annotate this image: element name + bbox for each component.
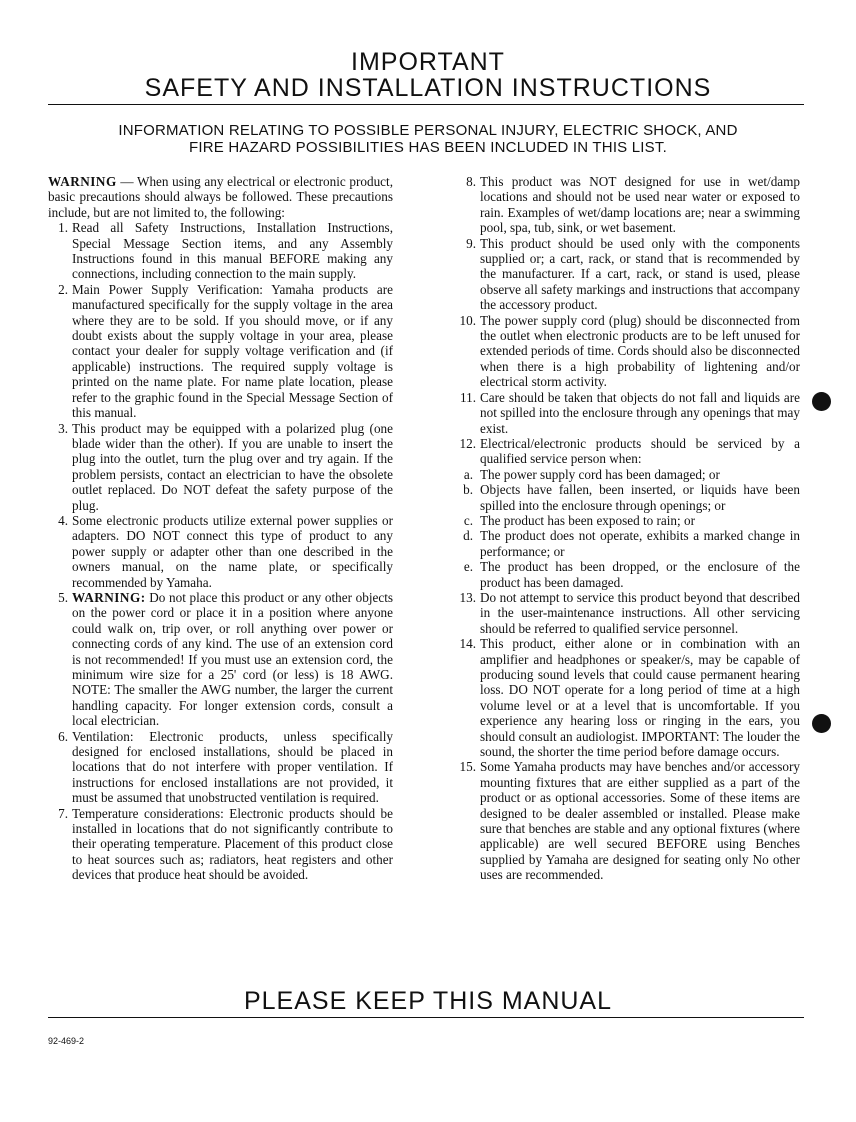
list-item: 3. This product may be equipped with a polarized plug (one blade wider than the other). If you are unable to insert the plug into the outlet, turn the plug over and try again. If the problem persists, contact an electrician to have the obsolete outlet replaced. Do NOT defeat the safety purpose of the plug. [58, 420, 393, 513]
binder-hole-mark [812, 714, 831, 733]
subtitle-line-1: INFORMATION RELATING TO POSSIBLE PERSONAL INJURY, ELECTRIC SHOCK, AND [118, 122, 738, 139]
page-title-line-2: SAFETY AND INSTALLATION INSTRUCTIONS [144, 74, 712, 102]
page-title-line-1: IMPORTANT [351, 48, 505, 76]
list-item: 10. The power supply cord (plug) should be disconnected from the outlet when electronic products are to be left unused for extended periods of time. Cords should also be disconnected when there is a high probability of lightening and/or electrical storm activity. [459, 312, 800, 390]
list-item: 14. This product, either alone or in combination with an amplifier and headphones or speaker/s, may be capable of producing sound levels that could cause permanent hearing loss. DO NOT operate for a long period of time at a high volume level or at a level that is uncomfortable. If you experience any hearing loss or ringing in the ears, you should consult an audiologist. IMPORTANT: The louder the sound, the shorter the time period before damage occurs. [459, 636, 800, 760]
item-warning-label: WARNING: [72, 589, 146, 605]
left-column [48, 174, 393, 883]
document-code: 92-469-2 [48, 1036, 85, 1046]
list-item: 9. This product should be used only with the components supplied or; a cart, rack, or stand that is recommended by the manufacturer. If a cart, rack, or stand is used, please observe all safety markings and instructions that accompany the accessory product. [466, 235, 800, 313]
list-item: 2. Main Power Supply Verification: Yamaha products are manufactured specifically for the supply voltage in the area where they are to be sold. If you should move, or if any doubt exists about the supply voltage in your area, please contact your dealer for supply voltage verification and (if applicable) instructions. The required supply voltage is printed on the name plate. For name plate location, please refer to the graphic found in the Special Message Section of this manual. [58, 281, 393, 421]
sub-list-item: d. The product does not operate, exhibits a marked change in performance; or [463, 528, 800, 559]
sub-list-item: c. The product has been exposed to rain; or [463, 512, 695, 528]
sub-list-item: a. The power supply cord has been damaged; or [463, 466, 720, 482]
list-item: 6. Ventilation: Electronic products, unless specifically designed for enclosed installations, should be placed in locations that do not interfere with proper ventilation. If instructions for enclosed installations are not provided, it must be assumed that unobstructed ventilation is required. [58, 728, 393, 806]
sub-list-item: e. The product has been dropped, or the enclosure of the product has been damaged. [463, 559, 800, 590]
subtitle-line-2: FIRE HAZARD POSSIBILITIES HAS BEEN INCLUDED IN THIS LIST. [189, 139, 667, 156]
sub-list-item: b. Objects have fallen, been inserted, or liquids have been spilled into the enclosure through openings; or [463, 482, 800, 513]
list-item: 8. This product was NOT designed for use in wet/damp locations and should not be used near water or exposed to rain. Examples of wet/damp locations are; near a swimming pool, spa, tub, sink, or wet basement. [466, 174, 800, 236]
list-item: 1. Read all Safety Instructions, Installation Instructions, Special Message Section items, and any Assembly Instructions found in this manual BEFORE making any connections, including connection to the main supply. [58, 220, 393, 282]
list-item: 13. Do not attempt to service this product beyond that described in the user-maintenance instructions. All other servicing should be referred to qualified service personnel. [459, 589, 800, 636]
binder-hole-mark [812, 392, 831, 411]
list-item: 4. Some electronic products utilize external power supplies or adapters. DO NOT connect this type of product to any power supply or adapter other than one described in the owners manual, on the name plate, or specifically recommended by Yamaha. [58, 512, 393, 590]
footer-divider [48, 1017, 804, 1018]
list-item: 15. Some Yamaha products may have benches and/or accessory mounting fixtures that are either supplied as a part of the product or as optional accessories. Some of these items are designed to be dealer assembled or installed. Please make sure that benches are stable and any optional fixtures (where applicable) are well secured BEFORE using Benches supplied by Yamaha are designed for seating only No other uses are recommended. [459, 759, 800, 883]
keep-manual-notice: PLEASE KEEP THIS MANUAL [243, 987, 613, 1015]
intro-paragraph [48, 174, 393, 220]
right-column [456, 174, 800, 883]
list-item: 12. Electrical/electronic products should be serviced by a qualified service person when: [459, 435, 800, 467]
warning-label: WARNING [48, 174, 117, 189]
list-item: 11. Care should be taken that objects do not fall and liquids are not spilled into the enclosure through any openings that may exist. [460, 389, 800, 436]
header-divider [48, 104, 804, 105]
intro-text: — When using any electrical or electronic product, basic precautions should always be followed. These precautions include, but are not limited to, the following: [48, 174, 393, 220]
list-item: 7. Temperature considerations: Electronic products should be installed in locations that do not significantly contribute to their operating temperature. Placement of this product close to heat sources such as; radiators, heat registers and other devices that produce heat should be avoided. [58, 805, 393, 883]
list-item: 5. WARNING: Do not place this product or any other objects on the power cord or place it in a position where anyone could walk on, trip over, or roll anything over power or connecting cords of any kind. The use of an extension cord is not recommended! If you must use an extension cord, the minimum wire size for a 25' cord (or less) is 18 AWG. NOTE: The smaller the AWG number, the larger the current handling capacity. For longer extension cords, consult a local electrician. [58, 589, 393, 729]
